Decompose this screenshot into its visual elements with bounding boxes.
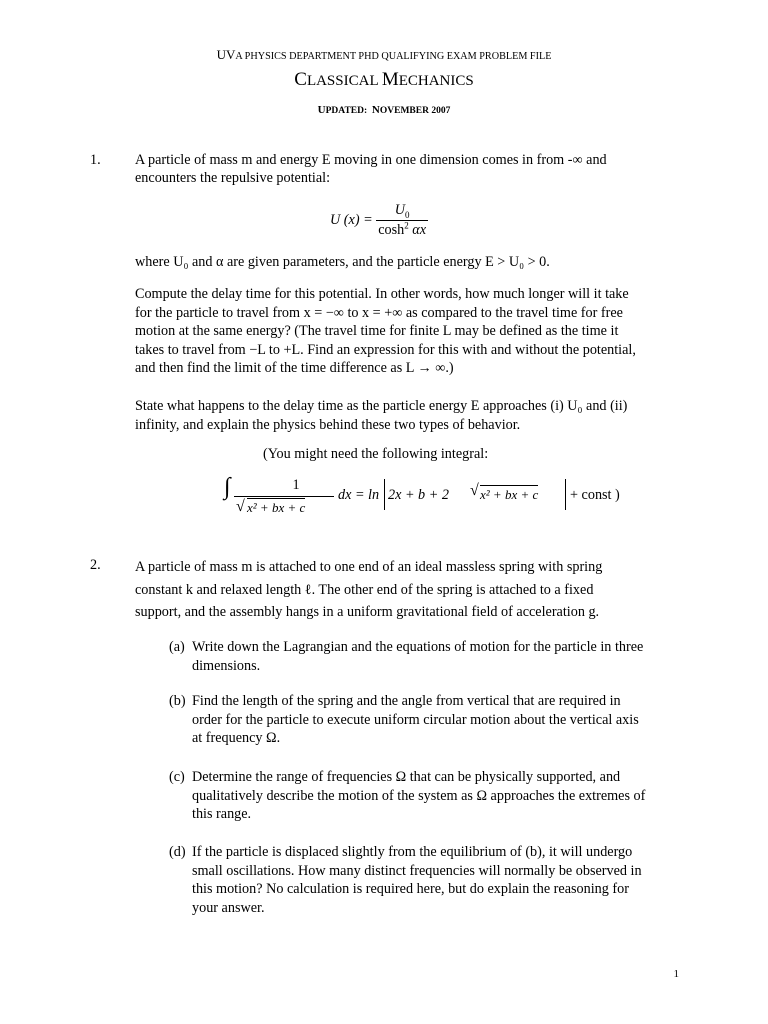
page-title bbox=[0, 71, 768, 91]
p1-para2-line: and then find the limit of the time difference as L → ∞.) bbox=[135, 360, 454, 376]
p2-intro-line: constant k and relaxed length ℓ. The other end of the spring is attached to a fixed bbox=[135, 581, 594, 598]
p1-para2-line: motion at the same energy? (The travel time for finite L may be defined as the time it bbox=[135, 323, 619, 339]
integral-formula bbox=[224, 476, 554, 520]
eq-den-arg: αx bbox=[412, 221, 427, 238]
header-line bbox=[0, 46, 768, 67]
title-cap-1: C bbox=[294, 69, 307, 90]
p2-intro-line: A particle of mass m is attached to one end of an ideal massless spring with spring bbox=[135, 559, 603, 575]
sqrt-icon-2: √ bbox=[470, 482, 479, 499]
eq-den-cosh: cosh bbox=[378, 221, 405, 238]
part-b-text bbox=[192, 692, 682, 748]
eq-num-u: U bbox=[394, 202, 405, 218]
integral-denominator: x² + bx + c bbox=[247, 498, 305, 518]
problem-2-number: 2. bbox=[90, 557, 101, 573]
page-number: 1 bbox=[673, 968, 679, 980]
part-line: order for the particle to execute uniform circular motion about the vertical axis bbox=[192, 711, 639, 728]
integral-fraction-bar bbox=[234, 496, 334, 497]
eq-den-sup: 2 bbox=[404, 219, 409, 230]
integral-rhs-ln: dx = ln bbox=[338, 487, 380, 503]
eq-fraction bbox=[376, 201, 428, 239]
problem-1-number: 1. bbox=[90, 152, 101, 168]
updated-month-cap: N bbox=[371, 104, 380, 116]
problem-1-line-2: encounters the repulsive potential: bbox=[135, 170, 331, 186]
p1-para2-line: takes to travel from −L to +L. Find an expression for this with and without the potential, bbox=[135, 341, 636, 358]
part-line: at frequency Ω. bbox=[192, 730, 281, 746]
updated-line bbox=[0, 101, 768, 121]
part-b-label: (b) bbox=[169, 693, 186, 709]
updated-month-rest: OVEMBER 2007 bbox=[379, 106, 451, 116]
part-line: qualitatively describe the motion of the system as Ω approaches the extremes of bbox=[192, 787, 646, 804]
part-line: this motion? No calculation is required here, but do explain the reasoning for bbox=[192, 881, 629, 897]
problem-2-intro bbox=[135, 556, 675, 624]
p1-para2-line: for the particle to travel from x = −∞ to x = +∞ as compared to the travel time for free bbox=[135, 304, 623, 321]
integral-rhs-sqrt: x² + bx + c bbox=[480, 485, 538, 505]
title-rest-1: LASSICAL bbox=[306, 73, 382, 89]
p1-para3-line: State what happens to the delay time as the particle energy E approaches (i) U₀ and (ii) bbox=[135, 398, 628, 414]
part-line: small oscillations. How many distinct frequencies will normally be observed in bbox=[192, 862, 642, 879]
updated-rest: PDATED: bbox=[325, 106, 368, 116]
abs-bar-left bbox=[384, 479, 385, 510]
integral-sign-icon: ∫ bbox=[224, 474, 231, 500]
eq-num-sub: 0 bbox=[405, 209, 410, 220]
p2-intro-line: support, and the assembly hangs in a uniform gravitational field of acceleration g. bbox=[135, 604, 600, 620]
part-line: Determine the range of frequencies Ω that can be physically supported, and bbox=[192, 769, 621, 785]
header-dept: A PHYSICS DEPARTMENT PHD QUALIFYING EXAM PROBLEM FILE bbox=[235, 51, 552, 62]
problem-1-where: where U₀ and α are given parameters, and the particle energy E > U₀ > 0. bbox=[135, 254, 550, 270]
integral-rhs-linear: 2x + b + 2 bbox=[388, 487, 449, 503]
part-line: If the particle is displaced slightly from the equilibrium of (b), it will undergo bbox=[192, 844, 633, 860]
abs-bar-right bbox=[565, 479, 566, 510]
eq-denominator bbox=[376, 221, 428, 240]
title-cap-2: M bbox=[381, 69, 399, 90]
part-c-text bbox=[192, 768, 682, 824]
sqrt-icon: √ bbox=[236, 498, 245, 515]
part-a-text bbox=[192, 638, 682, 675]
part-d-label: (d) bbox=[169, 844, 186, 860]
header-uva: UV bbox=[216, 47, 236, 62]
part-line: this range. bbox=[192, 806, 252, 822]
integral-intro: (You might need the following integral: bbox=[263, 446, 489, 462]
p1-para3-line: infinity, and explain the physics behind these two types of behavior. bbox=[135, 416, 521, 433]
integral-numerator: 1 bbox=[292, 477, 300, 493]
problem-1-para-3 bbox=[135, 397, 675, 434]
part-d-text bbox=[192, 843, 682, 917]
eq-lhs: U (x) = bbox=[330, 211, 373, 228]
potential-equation bbox=[330, 201, 428, 239]
p1-para2-line: Compute the delay time for this potential. In other words, how much longer will it take bbox=[135, 286, 629, 302]
p1-line1-text: A particle of mass m and energy E moving in one dimension comes in from -∞ and bbox=[135, 152, 607, 168]
integral-rhs-const: + const ) bbox=[570, 487, 620, 503]
problem-1-para-2 bbox=[135, 285, 675, 378]
part-line: Find the length of the spring and the angle from vertical that are required in bbox=[192, 693, 621, 709]
part-a-label: (a) bbox=[169, 639, 185, 655]
eq-numerator bbox=[376, 201, 428, 221]
part-line: Write down the Lagrangian and the equations of motion for the particle in three bbox=[192, 639, 644, 655]
title-rest-2: ECHANICS bbox=[398, 73, 474, 89]
updated-cap: U bbox=[317, 104, 326, 116]
part-line: dimensions. bbox=[192, 657, 261, 674]
part-line: your answer. bbox=[192, 899, 265, 916]
part-c-label: (c) bbox=[169, 769, 185, 785]
problem-1-line-1 bbox=[135, 151, 675, 170]
